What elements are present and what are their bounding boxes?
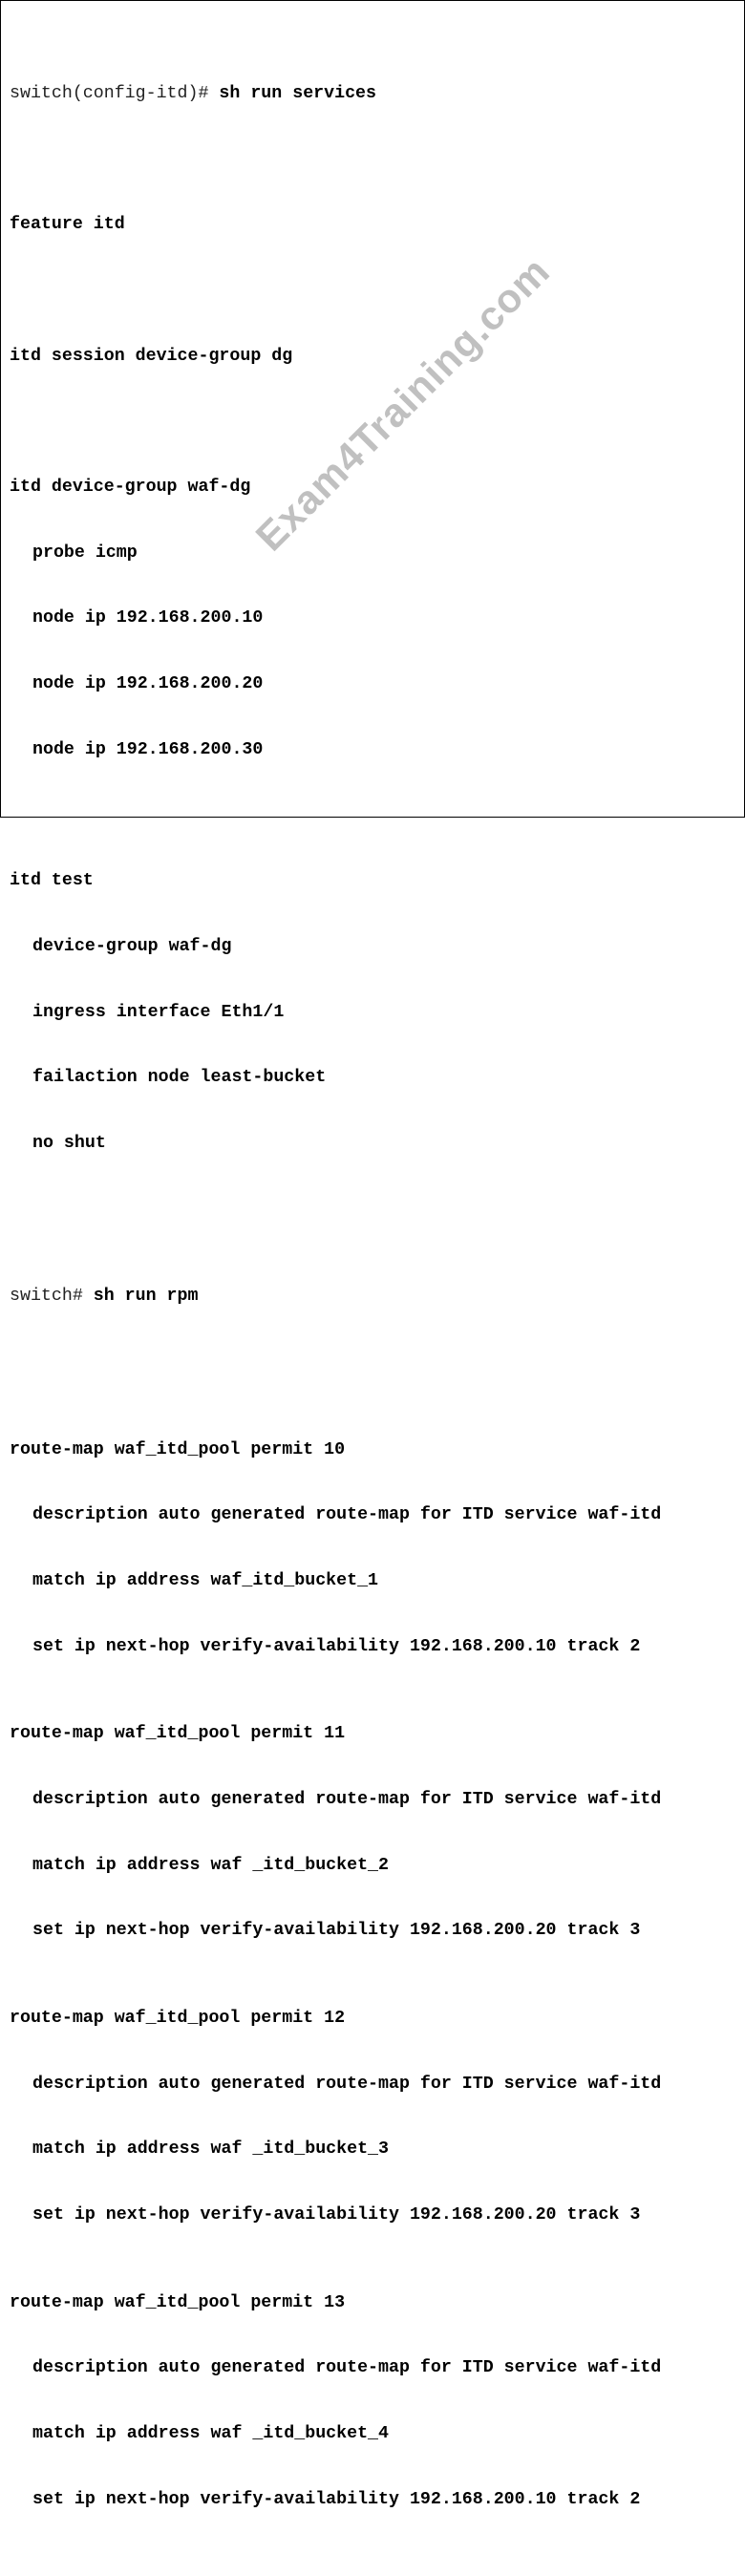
itd-test-subline: failaction node least-bucket xyxy=(32,1068,327,1088)
blank-line xyxy=(10,411,740,433)
route-map-header: route-map waf_itd_pool permit 13 xyxy=(10,2292,346,2312)
route-map-set: set ip next-hop verify-availability 192.168.200.10 track 2 xyxy=(32,2489,641,2509)
route-map-description: description auto generated route-map for ITD service waf-itd xyxy=(32,1790,662,1810)
route-map-header: route-map waf_itd_pool permit 12 xyxy=(10,2009,346,2029)
device-group-subline: node ip 192.168.200.20 xyxy=(32,674,264,694)
device-group-subline: probe icmp xyxy=(32,543,138,563)
route-map-set: set ip next-hop verify-availability 192.168.200.20 track 3 xyxy=(32,1921,641,1941)
route-map-header: route-map waf_itd_pool permit 11 xyxy=(10,1724,346,1744)
watermark: Exam4Training.com xyxy=(246,247,559,560)
route-map-set: set ip next-hop verify-availability 192.168.200.10 track 2 xyxy=(32,1636,641,1656)
rpm-command-line xyxy=(10,1286,740,1308)
itd-test-subline: device-group waf-dg xyxy=(32,936,232,956)
route-map-header: route-map waf_itd_pool permit 10 xyxy=(10,1439,346,1459)
blank-line xyxy=(10,280,740,302)
route-map-match: match ip address waf _itd_bucket_3 xyxy=(32,2140,389,2160)
feature-line: feature itd xyxy=(10,215,125,235)
itd-test-subline: no shut xyxy=(32,1133,106,1153)
cli-prompt: switch# xyxy=(10,1287,83,1307)
blank-line xyxy=(10,804,740,826)
itd-test-subline: ingress interface Eth1/1 xyxy=(32,1002,285,1022)
cli-command: sh run rpm xyxy=(82,1287,199,1307)
route-map-description: description auto generated route-map for ITD service waf-itd xyxy=(32,1505,662,1525)
route-map-match: match ip address waf _itd_bucket_2 xyxy=(32,1855,389,1875)
route-map-description: description auto generated route-map for ITD service waf-itd xyxy=(32,2358,662,2378)
blank-line xyxy=(10,1352,740,1373)
route-map-match: match ip address waf _itd_bucket_4 xyxy=(32,2424,389,2444)
blank-line xyxy=(10,1199,740,1221)
terminal-output xyxy=(10,17,740,2576)
itd-test-line: itd test xyxy=(10,871,94,891)
services-command-line xyxy=(10,83,740,105)
cli-prompt: switch(config-itd)# xyxy=(10,83,209,103)
route-map-description: description auto generated route-map for ITD service waf-itd xyxy=(32,2074,662,2094)
route-map-set: set ip next-hop verify-availability 192.168.200.20 track 3 xyxy=(32,2205,641,2225)
blank-line xyxy=(10,148,740,170)
device-group-subline: node ip 192.168.200.30 xyxy=(32,739,264,759)
cli-command: sh run services xyxy=(208,83,376,103)
route-map-match: match ip address waf_itd_bucket_1 xyxy=(32,1571,379,1590)
device-group-line: itd device-group waf-dg xyxy=(10,477,251,497)
session-line: itd session device-group dg xyxy=(10,346,293,366)
device-group-subline: node ip 192.168.200.10 xyxy=(32,608,264,628)
